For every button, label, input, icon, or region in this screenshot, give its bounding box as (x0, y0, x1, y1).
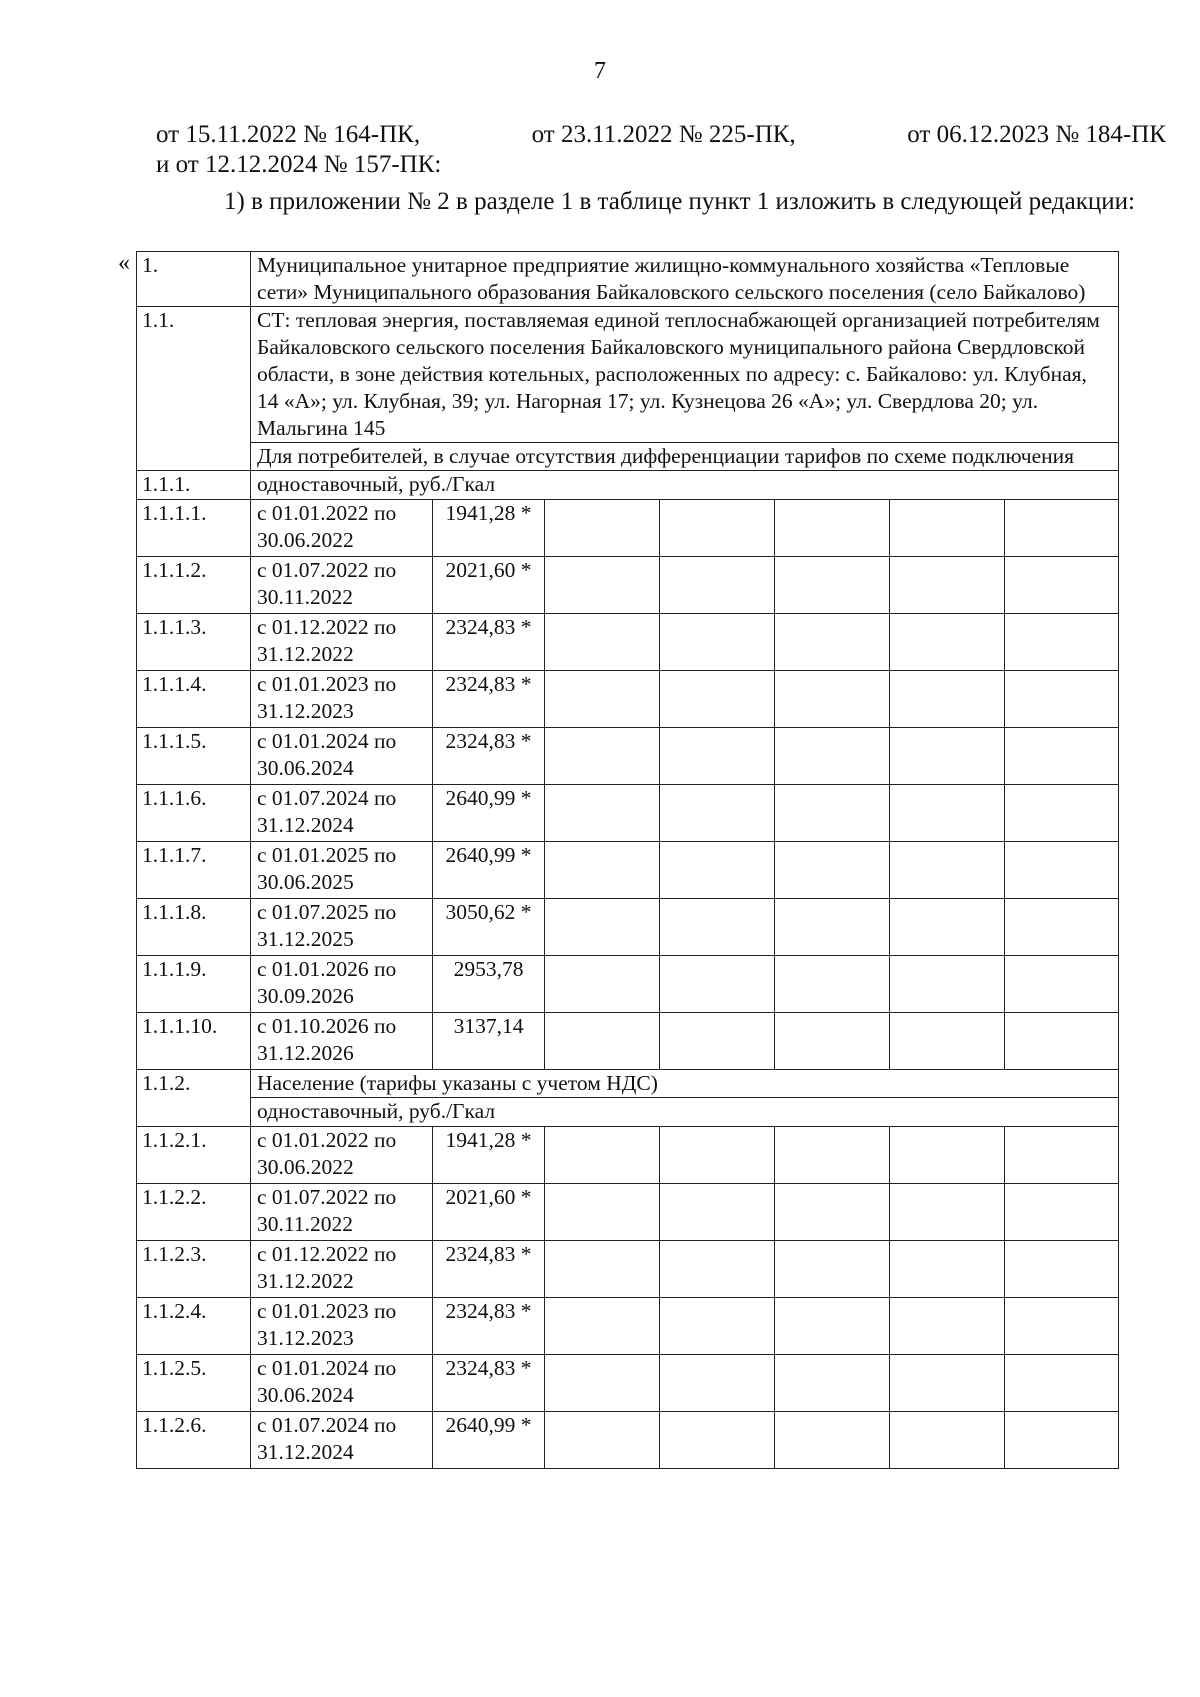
row-value: 2324,83 * (433, 614, 545, 671)
empty-cell (660, 899, 775, 956)
empty-cell (775, 671, 890, 728)
empty-cell (545, 1013, 660, 1070)
empty-cell (660, 1013, 775, 1070)
row-value: 2640,99 * (433, 1412, 545, 1469)
row-number: 1.1.1.2. (137, 557, 251, 614)
tariff-row (137, 728, 1119, 785)
section-1-num: 1.1.1. (137, 471, 251, 500)
st-row (137, 307, 1119, 443)
empty-cell (775, 1355, 890, 1412)
row-value: 2021,60 * (433, 557, 545, 614)
tariff-row (137, 1013, 1119, 1070)
section-2-sublabel: одноставочный, руб./Гкал (251, 1098, 1119, 1127)
empty-cell (660, 1298, 775, 1355)
row-number: 1.1.1.5. (137, 728, 251, 785)
row-number: 1.1.1.4. (137, 671, 251, 728)
empty-cell (1005, 1298, 1119, 1355)
empty-cell (660, 842, 775, 899)
empty-cell (1005, 1013, 1119, 1070)
row-value: 3050,62 * (433, 899, 545, 956)
empty-cell (1005, 500, 1119, 557)
empty-cell (1005, 614, 1119, 671)
row-period: с 01.01.2022 по 30.06.2022 (251, 500, 433, 557)
empty-cell (1005, 842, 1119, 899)
intro-paragraph: 1) в приложении № 2 в разделе 1 в таблице пункт 1 изложить в следующей редакции: (224, 188, 1135, 215)
consumers-text: Для потребителей, в случае отсутствия дифференциации тарифов по схеме подключения (251, 443, 1119, 471)
consumers-row (137, 443, 1119, 471)
row-period: с 01.07.2022 по 30.11.2022 (251, 1184, 433, 1241)
row-value: 2640,99 * (433, 842, 545, 899)
row-number: 1.1.2.2. (137, 1184, 251, 1241)
tariff-row (137, 557, 1119, 614)
empty-cell (660, 728, 775, 785)
section-1-label: одноставочный, руб./Гкал (251, 471, 1119, 500)
empty-cell (775, 557, 890, 614)
row-number: 1.1.1.3. (137, 614, 251, 671)
empty-cell (545, 1127, 660, 1184)
empty-cell (1005, 728, 1119, 785)
row-number: 1.1.1.9. (137, 956, 251, 1013)
empty-cell (1005, 671, 1119, 728)
empty-cell (545, 899, 660, 956)
row-number: 1.1.1.1. (137, 500, 251, 557)
empty-cell (890, 899, 1005, 956)
empty-cell (545, 1184, 660, 1241)
intro-ref-1: от 15.11.2022 № 164-ПК, (156, 121, 421, 148)
empty-cell (775, 842, 890, 899)
empty-cell (660, 785, 775, 842)
empty-cell (1005, 1241, 1119, 1298)
empty-cell (775, 1241, 890, 1298)
empty-cell (1005, 1127, 1119, 1184)
empty-cell (545, 500, 660, 557)
empty-cell (775, 1184, 890, 1241)
row-value: 2324,83 * (433, 728, 545, 785)
tariff-table (136, 251, 1119, 1469)
empty-cell (775, 785, 890, 842)
empty-cell (1005, 956, 1119, 1013)
section-2-label: Население (тарифы указаны с учетом НДС) (251, 1070, 1119, 1098)
tariff-row (137, 785, 1119, 842)
empty-cell (890, 1013, 1005, 1070)
empty-cell (775, 956, 890, 1013)
page-number: 7 (594, 58, 606, 84)
row-period: с 01.07.2022 по 30.11.2022 (251, 557, 433, 614)
row-number: 1.1.2.4. (137, 1298, 251, 1355)
row-period: с 01.10.2026 по 31.12.2026 (251, 1013, 433, 1070)
row-period: с 01.12.2022 по 31.12.2022 (251, 1241, 433, 1298)
row-number: 1.1.1.8. (137, 899, 251, 956)
row-period: с 01.12.2022 по 31.12.2022 (251, 614, 433, 671)
empty-cell (890, 842, 1005, 899)
empty-cell (775, 500, 890, 557)
org-num: 1. (137, 252, 251, 307)
intro-line-2: и от 12.12.2024 № 157-ПК: (156, 151, 442, 178)
row-period: с 01.01.2024 по 30.06.2024 (251, 1355, 433, 1412)
row-number: 1.1.1.6. (137, 785, 251, 842)
row-value: 1941,28 * (433, 500, 545, 557)
row-period: с 01.07.2025 по 31.12.2025 (251, 899, 433, 956)
tariff-row (137, 956, 1119, 1013)
empty-cell (1005, 1184, 1119, 1241)
empty-cell (775, 1127, 890, 1184)
st-num: 1.1. (137, 307, 251, 471)
empty-cell (660, 1412, 775, 1469)
empty-cell (1005, 899, 1119, 956)
empty-cell (775, 1013, 890, 1070)
empty-cell (890, 1412, 1005, 1469)
empty-cell (890, 557, 1005, 614)
tariff-row (137, 1127, 1119, 1184)
tariff-row (137, 614, 1119, 671)
empty-cell (660, 557, 775, 614)
tariff-row (137, 1184, 1119, 1241)
row-period: с 01.01.2023 по 31.12.2023 (251, 671, 433, 728)
st-text: СТ: тепловая энергия, поставляемая единой теплоснабжающей организацией потребителям Байкаловского сельского поселения Байкаловского муниципального района Свердловской области, в зоне действия котельных, расположенных по адресу: с. Байкалово: ул. Клубная, 14 «А»; ул. Клубная, 39; ул. Нагорная 17; ул. Кузнецова 26 «А»; ул. Свердлова 20; ул. Мальгина 145 (251, 307, 1119, 443)
row-number: 1.1.2.5. (137, 1355, 251, 1412)
row-period: с 01.01.2026 по 30.09.2026 (251, 956, 433, 1013)
empty-cell (660, 1127, 775, 1184)
row-period: с 01.01.2024 по 30.06.2024 (251, 728, 433, 785)
empty-cell (1005, 1412, 1119, 1469)
row-value: 3137,14 (433, 1013, 545, 1070)
empty-cell (775, 728, 890, 785)
empty-cell (545, 956, 660, 1013)
row-period: с 01.01.2025 по 30.06.2025 (251, 842, 433, 899)
empty-cell (545, 1355, 660, 1412)
empty-cell (660, 956, 775, 1013)
empty-cell (660, 500, 775, 557)
tariff-row (137, 671, 1119, 728)
empty-cell (890, 1241, 1005, 1298)
tariff-row (137, 1241, 1119, 1298)
section-2-header (137, 1070, 1119, 1098)
row-value: 1941,28 * (433, 1127, 545, 1184)
empty-cell (660, 671, 775, 728)
empty-cell (660, 1355, 775, 1412)
org-name: Муниципальное унитарное предприятие жилищно-коммунального хозяйства «Тепловые сети» Муниципального образования Байкаловского сельского поселения (село Байкалово) (251, 252, 1119, 307)
empty-cell (545, 1298, 660, 1355)
row-period: с 01.07.2024 по 31.12.2024 (251, 1412, 433, 1469)
empty-cell (890, 500, 1005, 557)
empty-cell (890, 1355, 1005, 1412)
row-number: 1.1.1.7. (137, 842, 251, 899)
section-1-header (137, 471, 1119, 500)
empty-cell (890, 728, 1005, 785)
row-value: 2953,78 (433, 956, 545, 1013)
empty-cell (775, 1298, 890, 1355)
empty-cell (545, 614, 660, 671)
row-period: с 01.01.2022 по 30.06.2022 (251, 1127, 433, 1184)
tariff-row (137, 899, 1119, 956)
row-period: с 01.07.2024 по 31.12.2024 (251, 785, 433, 842)
row-value: 2324,83 * (433, 1298, 545, 1355)
row-value: 2640,99 * (433, 785, 545, 842)
empty-cell (1005, 557, 1119, 614)
empty-cell (545, 557, 660, 614)
empty-cell (1005, 1355, 1119, 1412)
empty-cell (890, 671, 1005, 728)
intro-ref-3: от 06.12.2023 № 184-ПК (907, 121, 1166, 148)
empty-cell (775, 1412, 890, 1469)
row-value: 2324,83 * (433, 1241, 545, 1298)
row-number: 1.1.2.1. (137, 1127, 251, 1184)
empty-cell (545, 671, 660, 728)
empty-cell (890, 1184, 1005, 1241)
section-2-num: 1.1.2. (137, 1070, 251, 1127)
row-period: с 01.01.2023 по 31.12.2023 (251, 1298, 433, 1355)
tariff-row (137, 1298, 1119, 1355)
row-number: 1.1.2.3. (137, 1241, 251, 1298)
org-row (137, 252, 1119, 307)
opening-quote: « (118, 250, 130, 276)
row-number: 1.1.2.6. (137, 1412, 251, 1469)
empty-cell (1005, 785, 1119, 842)
row-value: 2021,60 * (433, 1184, 545, 1241)
empty-cell (660, 614, 775, 671)
tariff-row (137, 1355, 1119, 1412)
empty-cell (660, 1184, 775, 1241)
row-number: 1.1.1.10. (137, 1013, 251, 1070)
empty-cell (545, 1241, 660, 1298)
row-value: 2324,83 * (433, 1355, 545, 1412)
tariff-row (137, 1412, 1119, 1469)
empty-cell (775, 614, 890, 671)
empty-cell (890, 956, 1005, 1013)
tariff-row (137, 500, 1119, 557)
empty-cell (545, 728, 660, 785)
empty-cell (890, 1127, 1005, 1184)
empty-cell (890, 1298, 1005, 1355)
empty-cell (775, 899, 890, 956)
empty-cell (545, 785, 660, 842)
empty-cell (545, 842, 660, 899)
empty-cell (660, 1241, 775, 1298)
empty-cell (545, 1412, 660, 1469)
section-2-subheader (137, 1098, 1119, 1127)
tariff-row (137, 842, 1119, 899)
intro-references (156, 120, 1166, 150)
empty-cell (890, 785, 1005, 842)
empty-cell (890, 614, 1005, 671)
row-value: 2324,83 * (433, 671, 545, 728)
intro-ref-2: от 23.11.2022 № 225-ПК, (531, 121, 796, 148)
